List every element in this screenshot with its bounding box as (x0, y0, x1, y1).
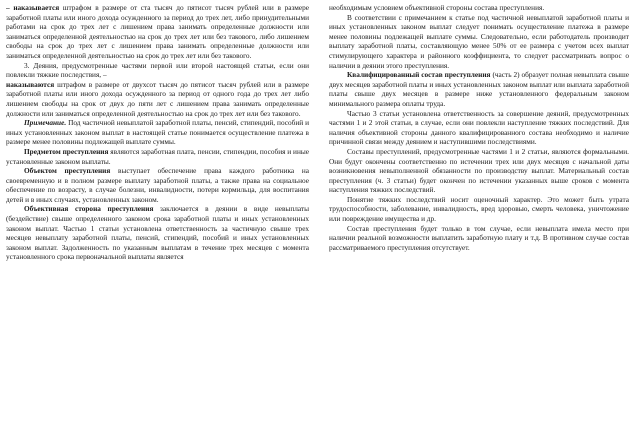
paragraph-formal-composition (329, 147, 629, 195)
paragraph-part3 (6, 61, 309, 80)
paragraph-text: 3. Деяния, предусмотренные частями первой или второй настоящей статьи, если они повлекли тяжкие последствия, – (6, 60, 309, 80)
paragraph-lead: наказываются (6, 79, 55, 89)
paragraph-objective-side (6, 204, 309, 262)
right-column (329, 3, 629, 252)
paragraph-part3-liability (329, 109, 629, 147)
paragraph-qualified (329, 70, 629, 108)
paragraph-text: Составы преступлений, предусмотренные частями 1 и 2 статьи, являются формальными. Они будут окончены соответственно по истечении трех или двух месяцев с начальной даты возникновения невыполненной обязанности по производству выплат. Материальный состав преступления (ч. 3 статьи) будет окончен по истечении указанных выше сроков с момента наступления тяжких последствий. (329, 146, 629, 195)
paragraph-text: выступает обеспечение права каждого работника на своевременную и в полном размере выплату заработной платы, а также права на социальное обеспечение по возрасту, в случае болезни, инвалидности, потери кормильца, для воспитания детей и в иных случаях, установленных законом. (6, 166, 309, 204)
paragraph-text: В соответствии с примечанием к статье под частичной невыплатой заработной платы и иных установленных законом выплат следует понимать осуществление платежа в размере менее половины подлежащей выплате суммы. Следовательно, если работодатель производит выплату заработной платы, составляющую менее 50% от ее размера с учетом всех выплат стимулирующего характера и районного коэффициента, то следует рассматривать вопрос о наличии в деянии этого преступления. (329, 12, 629, 70)
left-column (6, 3, 309, 262)
paragraph-lead: – наказывается (6, 3, 60, 12)
paragraph-lead: Предметом преступления (24, 146, 109, 156)
paragraph-text: заключается в деянии в виде невыплаты (бездействие) свыше определенного законом срока заработной платы и иных установленных законом выплат. Частью 1 статьи установлена ответственность за частичную свыше трех месяцев невыплату заработной платы, пенсий, стипендий, пособий и иных установленных законом выплат. Задолженность по указанным выплатам в течение трех месяцев с момента установленного срока первоначальной выплаты является (6, 204, 309, 262)
paragraph-text: штрафом в размере от ста тысяч до пятисот тысяч рублей или в размере заработной платы или иного дохода осужденного за период до трех лет, либо принудительными работами на срок до трех лет с лишением права занимать определенные должности или заниматься определенной деятельностью на срок до трех лет или без такового, либо лишением свободы на срок до трех лет с лишением права занимать определенные должности или заниматься определенной деятельностью на срок до трех лет или без такового. (6, 3, 309, 60)
paragraph-lead: Объектом преступления (24, 166, 111, 176)
paragraph-text: Состав преступления будет только в том случае, если невыплата имела место при наличии реальной возможности выплатить заработную плату и т.д. В противном случае состав рассматриваемого преступления отсутствует. (329, 223, 629, 252)
paragraph-note-explanation (329, 13, 629, 71)
paragraph-continuation (329, 3, 629, 13)
paragraph-lead: Примечание. (24, 118, 67, 128)
paragraph-lead: Квалифицированный состав преступления (347, 70, 491, 80)
paragraph-grave-consequences (329, 195, 629, 224)
paragraph-text: являются заработная плата, пенсии, стипендии, пособия и иные установленные законом выплаты. (6, 146, 309, 166)
paragraph-conclusion (329, 224, 629, 253)
paragraph-note (6, 118, 309, 147)
paragraph-text: необходимым условием объективной стороны состава преступления. (329, 3, 545, 12)
paragraph-lead: Объективная сторона преступления (24, 204, 154, 214)
paragraph-text: Понятие тяжких последствий носит оценочный характер. Это может быть утрата трудоспособности, заболевание, инвалидность, вред здоровью, смерть человека, уничтожение или повреждение имущества и др. (329, 194, 629, 224)
paragraph-text: Под частичной невыплатой заработной платы, пенсий, стипендий, пособий и иных установленных законом выплат в настоящей статье понимается осуществление платежа в размере менее половины подлежащей выплате суммы. (6, 118, 309, 147)
paragraph-subject (6, 147, 309, 166)
paragraph-object (6, 166, 309, 204)
paragraph-text: (часть 2) образует полная невыплата свыше двух месяцев заработной платы и иных установленных законом выплат или выплата заработной платы свыше двух месяцев в размере ниже установленного федеральным законом минимального размера оплаты труда. (329, 70, 629, 108)
paragraph-punishment-part3 (6, 80, 309, 118)
paragraph-text: штрафом в размере от двухсот тысяч до пятисот тысяч рублей или в размере заработной платы или иного дохода осужденного за период от одного года до трех лет либо лишением свободы на срок от двух до пяти лет с лишением права занимать определенные должности или заниматься определенной деятельностью на срок до трех лет или без такового. (6, 79, 309, 118)
paragraph-text: Частью 3 статьи установлена ответственность за совершение деяний, предусмотренных частями 1 и 2 этой статьи, в случае, если они повлекли наступление тяжких последствий. Для наличия объективной стороны данного квалифицированного состава необходимо и наличие причинной связи между деянием и наступившими последствиями. (329, 108, 629, 147)
paragraph-punishment-part2 (6, 3, 309, 61)
